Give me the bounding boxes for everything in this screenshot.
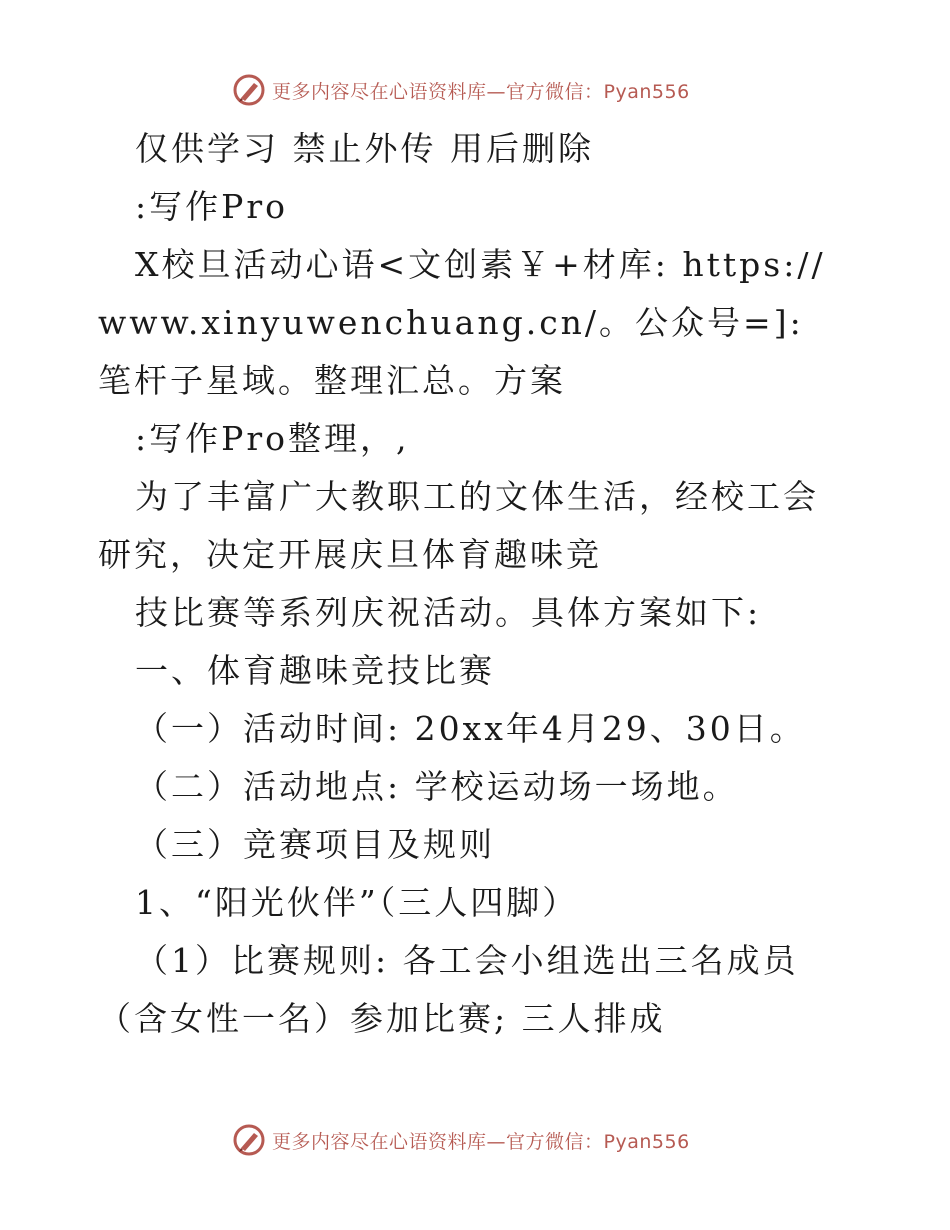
paragraph: （1）比赛规则: 各工会小组选出三名成员（含女性一名）参加比赛; 三人排成 [98, 941, 799, 1038]
paragraph: （二）活动地点: 学校运动场一场地。 [135, 767, 739, 806]
pen-logo-icon [232, 73, 266, 107]
paragraph: :写作Pro [135, 187, 288, 226]
pen-logo-icon [232, 1123, 266, 1157]
watermark-text: 更多内容尽在心语资料库—官方微信：Pyan556 [272, 80, 690, 103]
paragraph: 1、“阳光伙伴”（三人四脚） [135, 883, 579, 922]
footer-watermark [232, 1120, 690, 1160]
watermark-text: 更多内容尽在心语资料库—官方微信：Pyan556 [272, 1130, 690, 1153]
paragraph: X校旦活动心语<文创素￥+材库: https://www.xinyuwenchuang.cn/。公众号=]: 笔杆子星域。整理汇总。方案 [98, 245, 826, 400]
document-body [98, 120, 838, 1048]
paragraph: （一）活动时间: 20xx年4月29、30日。 [135, 709, 806, 748]
paragraph: 为了丰富广大教职工的文体生活，经校工会研究，决定开展庆旦体育趣味竞 [98, 477, 819, 574]
paragraph: 技比赛等系列庆祝活动。具体方案如下: [135, 593, 762, 632]
paragraph: 一、体育趣味竞技比赛 [135, 651, 495, 690]
paragraph: （三）竞赛项目及规则 [135, 825, 495, 864]
header-watermark [232, 70, 690, 110]
paragraph: 仅供学习 禁止外传 用后删除 [135, 129, 594, 168]
paragraph: :写作Pro整理，, [135, 419, 410, 458]
